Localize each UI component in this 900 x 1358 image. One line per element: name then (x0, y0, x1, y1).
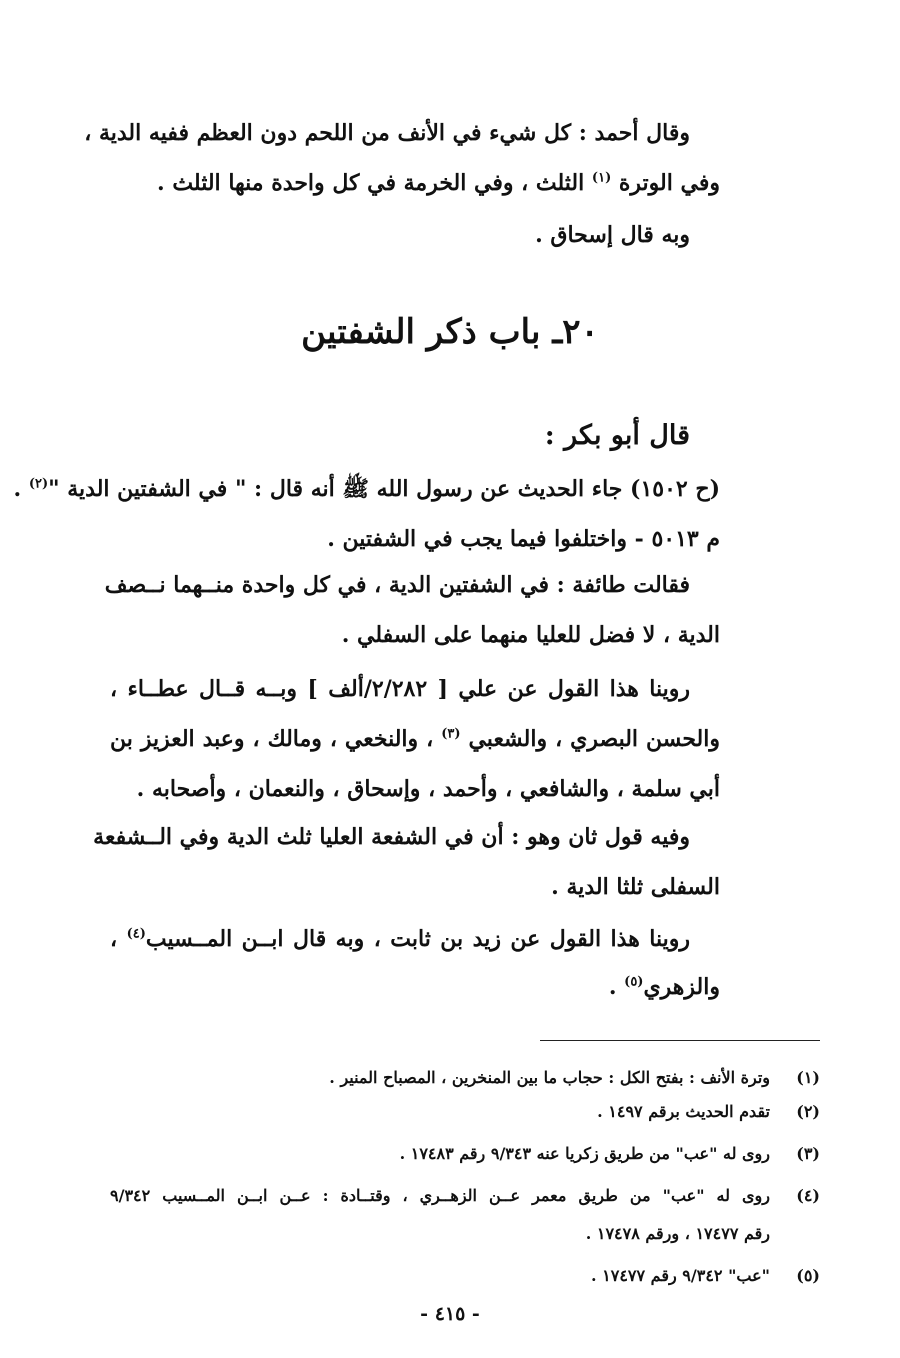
text-line: فقالت طائفة : في الشفتين الدية ، في كل واحدة منــهما نــصف (104, 572, 690, 598)
footnote-ref[interactable]: (٢) (28, 476, 49, 492)
footnote-number: (٢) (796, 1102, 820, 1121)
chapter-title: ٢٠ـ باب ذكر الشفتين (301, 312, 599, 352)
text-line: الدية ، لا فضل للعليا منهما على السفلي . (341, 622, 720, 648)
footnote-text: روى له "عب" من طريق زكريا عنه ٩/٣٤٣ رقم ١٧٤٨٣ . (399, 1144, 770, 1163)
hadith-line: (ح ١٥٠٢) جاء الحديث عن رسول الله ﷺ أنه قال : " في الشفتين الدية "$^{(٢)}$ . (13, 476, 720, 502)
footnote-text-continued: رقم ١٧٤٧٧ ، ورقم ١٧٤٧٨ . (585, 1224, 770, 1243)
text-line: روينا هذا القول عن علي [ ٢/٢٨٢/ألف ] وبــه قــال عطــاء ، (110, 676, 690, 702)
speaker-heading: قال أبو بكر : (544, 420, 690, 451)
text-line: روينا هذا القول عن زيد بن ثابت ، وبه قال ابــن المــسيب$^{(٤)}$ ، (110, 926, 690, 952)
masala-line: م ٥٠١٣ - واختلفوا فيما يجب في الشفتين . (327, 526, 720, 552)
text-line: وفي الوترة $^{(١)}$ الثلث ، وفي الخرمة في كل واحدة منها الثلث . (157, 170, 720, 196)
text-line: والزهري$^{(٥)}$ . (608, 974, 720, 1000)
footnote-text: "عب" ٩/٣٤٢ رقم ١٧٤٧٧ . (591, 1266, 770, 1285)
footnote-ref[interactable]: (٥) (624, 974, 644, 990)
text-line: وبه قال إسحاق . (535, 222, 690, 248)
footnote-text: روى له "عب" من طريق معمر عــن الزهــري ، وقتــادة : عــن ابــن المــسيب ٩/٣٤٢ (110, 1186, 770, 1205)
footnote-ref[interactable]: (١) (591, 170, 612, 186)
footnote-number: (١) (796, 1068, 820, 1087)
text-line: وقال أحمد : كل شيء في الأنف من اللحم دون العظم ففيه الدية ، (84, 120, 690, 146)
footnote-ref[interactable]: (٤) (126, 926, 146, 942)
footnote-number: (٣) (796, 1144, 820, 1163)
footnote-number: (٤) (796, 1186, 820, 1205)
text-line: السفلى ثلثا الدية . (551, 874, 720, 900)
footnote-separator (540, 1040, 820, 1041)
footnote-text: تقدم الحديث برقم ١٤٩٧ . (597, 1102, 770, 1121)
text-line: أبي سلمة ، والشافعي ، وأحمد ، وإسحاق ، والنعمان ، وأصحابه . (136, 776, 720, 802)
footnote-number: (٥) (796, 1266, 820, 1285)
page-number: - ٤١٥ - (420, 1303, 480, 1325)
footnote-text: وترة الأنف : بفتح الكل : حجاب ما بين المنخرين ، المصباح المنير . (329, 1068, 770, 1087)
footnote-ref[interactable]: (٣) (441, 726, 461, 742)
text-line: وفيه قول ثان وهو : أن في الشفعة العليا ثلث الدية وفي الــشفعة (93, 824, 690, 850)
text-line: والحسن البصري ، والشعبي $^{(٣)}$ ، والنخعي ، ومالك ، وعبد العزيز بن (110, 726, 720, 752)
